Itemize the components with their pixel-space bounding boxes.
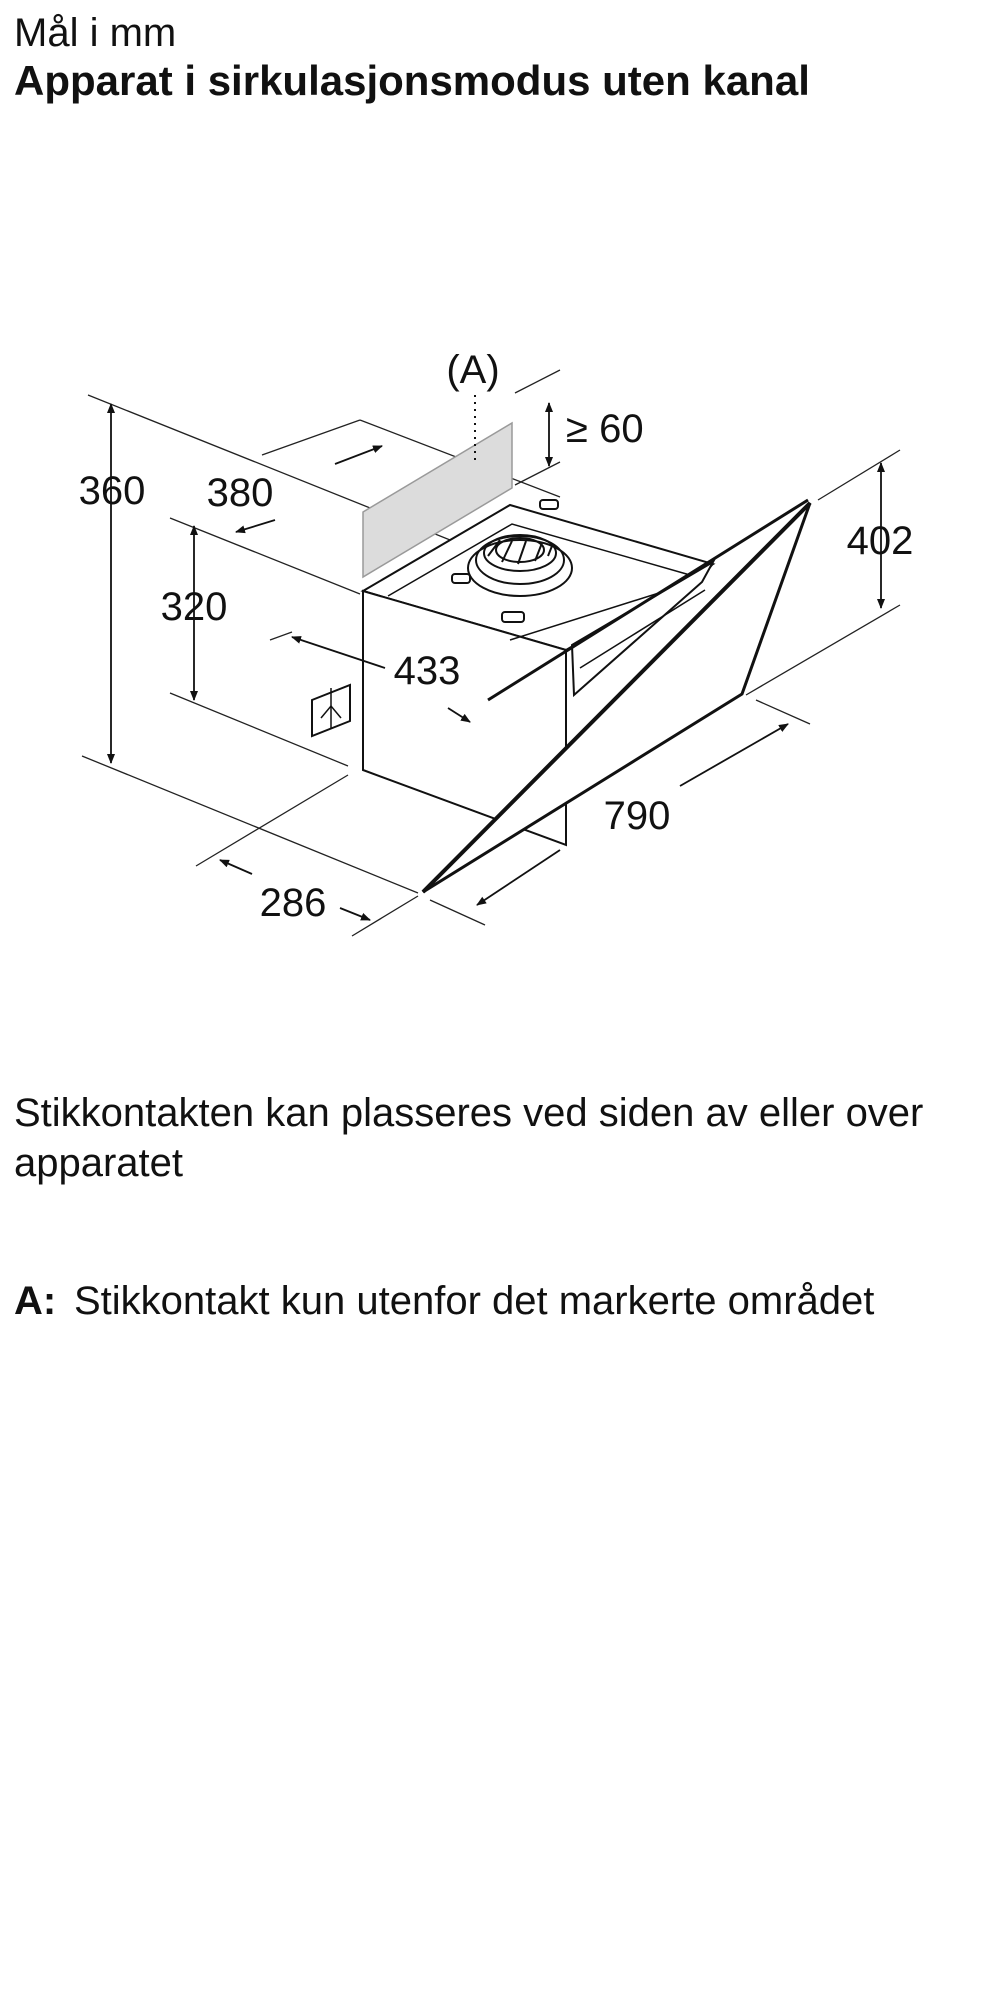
dim-line-790b bbox=[477, 850, 560, 905]
dim-360-label: 360 bbox=[78, 469, 146, 513]
socket-icon bbox=[312, 685, 350, 736]
dim-line-790a bbox=[680, 724, 788, 786]
legend-text: Stikkontakt kun utenfor det markerte området bbox=[74, 1279, 875, 1323]
dim-line-380a bbox=[335, 446, 382, 464]
dim-402-label: 402 bbox=[846, 519, 914, 563]
dim-320-label: 320 bbox=[160, 585, 228, 629]
units-subtitle: Mål i mm bbox=[14, 11, 177, 55]
page-title: Apparat i sirkulasjonsmodus uten kanal bbox=[14, 57, 810, 104]
legend-item bbox=[14, 1276, 989, 1326]
dim-433-label: 433 bbox=[393, 649, 461, 693]
socket-placement-note: Stikkontakten kan plasseres ved siden av eller over apparatet bbox=[14, 1091, 924, 1185]
dim-380-label: 380 bbox=[206, 471, 274, 515]
dim-790-label: 790 bbox=[603, 794, 671, 838]
dim-60-label: ≥ 60 bbox=[566, 407, 644, 451]
dim-line-380b bbox=[236, 520, 275, 532]
dim-line-286a bbox=[220, 860, 252, 874]
dim-line-286b bbox=[340, 908, 370, 920]
dim-286-label: 286 bbox=[259, 881, 327, 925]
legend-key: A: bbox=[14, 1279, 57, 1323]
callout-a-label: (A) bbox=[446, 348, 500, 392]
